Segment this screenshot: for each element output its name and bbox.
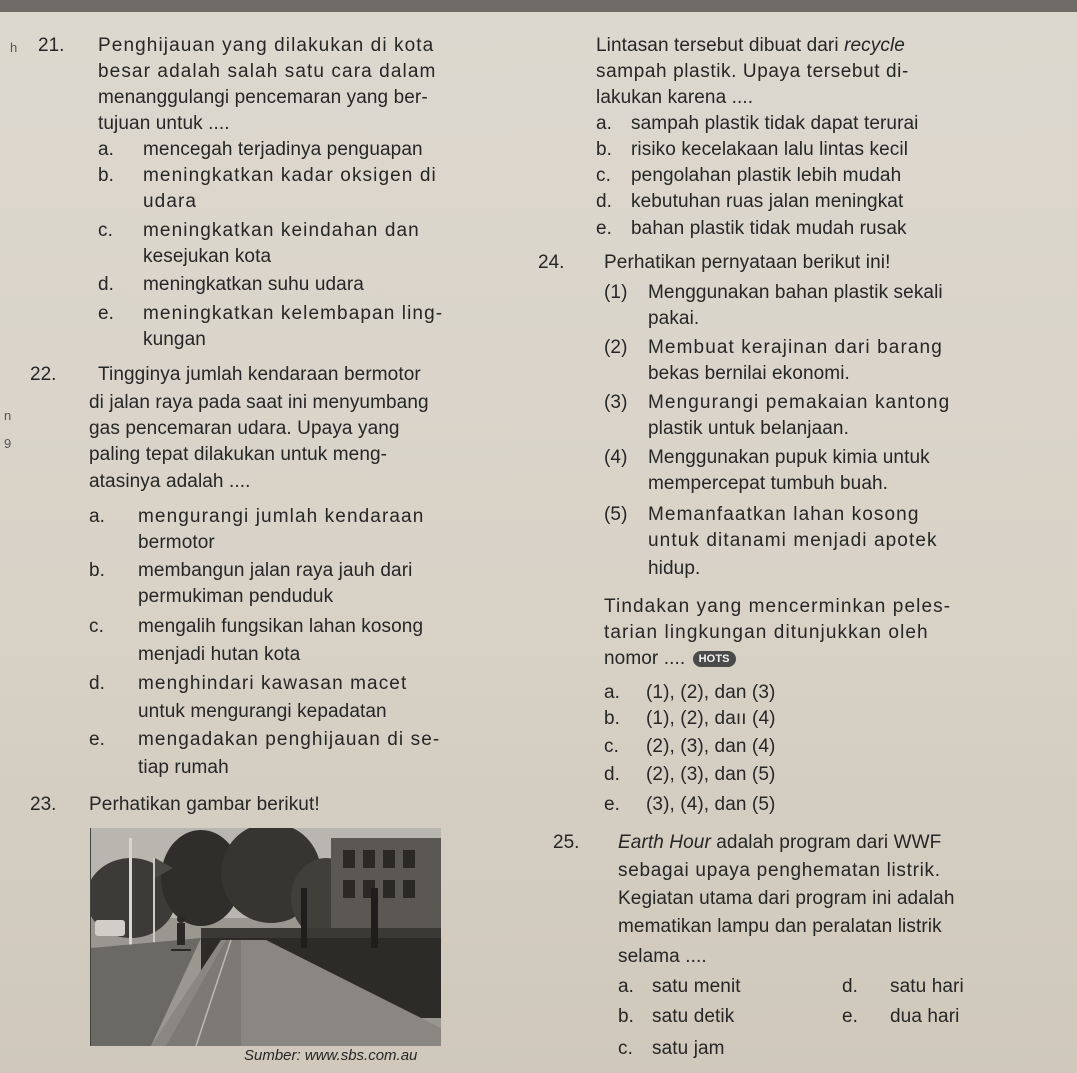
option-letter: c.	[618, 1038, 633, 1059]
option-letter: c.	[98, 220, 113, 241]
question-text-line: gas pencemaran udara. Upaya yang	[89, 418, 400, 439]
option-letter: e.	[604, 794, 621, 815]
question-number: 21.	[38, 35, 65, 56]
option-letter: b.	[98, 165, 115, 186]
question-text-line: tujuan untuk ....	[98, 113, 230, 134]
option-text: (2), (3), dan (4)	[646, 736, 776, 757]
option-letter: d.	[842, 976, 859, 997]
statement-text: Memanfaatkan lahan kosong	[648, 504, 920, 525]
question-text-line: sebagai upaya penghematan listrik.	[618, 860, 941, 881]
statement-text: Menggunakan pupuk kimia untuk	[648, 447, 930, 468]
option-text: menjadi hutan kota	[138, 644, 301, 665]
option-text: mengurangi jumlah kendaraan	[138, 506, 425, 527]
question-text-italic: Earth Hour	[618, 832, 711, 853]
question-text-line: paling tepat dilakukan untuk meng-	[89, 444, 388, 465]
option-text: mengadakan penghijauan di se-	[138, 729, 441, 750]
option-text: membangun jalan raya jauh dari	[138, 560, 413, 581]
option-letter: a.	[618, 976, 635, 997]
option-text: mengalih fungsikan lahan kosong	[138, 616, 424, 637]
statement-text: plastik untuk belanjaan.	[648, 418, 849, 439]
option-text: permukiman penduduk	[138, 586, 334, 607]
option-letter: c.	[89, 616, 104, 637]
option-letter: a.	[596, 113, 613, 134]
option-text: satu menit	[652, 976, 741, 997]
option-letter: a.	[604, 682, 621, 703]
option-text: (1), (2), dan (3)	[646, 682, 776, 703]
option-text: kebutuhan ruas jalan meningkat	[631, 191, 904, 212]
question-text-line: menanggulangi pencemaran yang ber-	[98, 87, 428, 108]
option-text: udara	[143, 191, 198, 212]
statement-number: (4)	[604, 447, 628, 468]
option-letter: e.	[89, 729, 106, 750]
option-letter: b.	[604, 708, 621, 729]
question-text-line: mematikan lampu dan peralatan listrik	[618, 916, 942, 937]
option-letter: c.	[596, 165, 611, 186]
option-letter: d.	[89, 673, 106, 694]
option-letter: c.	[604, 736, 619, 757]
option-text: pengolahan plastik lebih mudah	[631, 165, 902, 186]
question-text-line: Tingginya jumlah kendaraan bermotor	[98, 364, 421, 385]
question-text-line: atasinya adalah ....	[89, 471, 251, 492]
option-letter: d.	[604, 764, 621, 785]
option-text: dua hari	[890, 1006, 960, 1027]
option-letter: b.	[89, 560, 106, 581]
question-text-line: besar adalah salah satu cara dalam	[98, 61, 437, 82]
option-text: menghindari kawasan macet	[138, 673, 408, 694]
question-number: 24.	[538, 252, 565, 273]
question-text-line: Penghijauan yang dilakukan di kota	[98, 35, 435, 56]
option-letter: e.	[596, 218, 613, 239]
option-text: meningkatkan suhu udara	[143, 274, 364, 295]
margin-mark: 9	[4, 436, 12, 451]
hots-badge: HOTS	[693, 651, 736, 667]
question-stem-text: nomor ....	[604, 648, 686, 669]
margin-mark: h	[10, 40, 18, 55]
statement-number: (3)	[604, 392, 628, 413]
statement-text: Mengurangi pemakaian kantong	[648, 392, 951, 413]
statement-text: Menggunakan bahan plastik sekali	[648, 282, 943, 303]
option-text: untuk mengurangi kepadatan	[138, 701, 387, 722]
question-stem-line: tarian lingkungan ditunjukkan oleh	[604, 622, 929, 643]
question-text-italic: recycle	[844, 35, 905, 56]
statement-number: (2)	[604, 337, 628, 358]
top-dark-strip	[0, 0, 1077, 12]
question-text-line: sampah plastik. Upaya tersebut di-	[596, 61, 909, 82]
option-text: satu detik	[652, 1006, 735, 1027]
option-text: mencegah terjadinya penguapan	[143, 139, 423, 160]
statement-number: (5)	[604, 504, 628, 525]
statement-text: pakai.	[648, 308, 700, 329]
question-number: 25.	[553, 832, 580, 853]
option-text: (3), (4), dan (5)	[646, 794, 776, 815]
option-letter: d.	[98, 274, 115, 295]
question-number: 23.	[30, 794, 57, 815]
question-text-line: lakukan karena ....	[596, 87, 754, 108]
question-number: 22.	[30, 364, 57, 385]
question-text-line: di jalan raya pada saat ini menyumbang	[89, 392, 429, 413]
question-intro: Perhatikan pernyataan berikut ini!	[604, 252, 891, 273]
option-letter: b.	[596, 139, 613, 160]
option-text: kesejukan kota	[143, 246, 272, 267]
option-text: (1), (2), daıı (4)	[646, 708, 776, 729]
option-text: bahan plastik tidak mudah rusak	[631, 218, 907, 239]
question-intro: Perhatikan gambar berikut!	[89, 794, 320, 815]
option-text: kungan	[143, 329, 206, 350]
bike-path-photo	[90, 828, 441, 1046]
option-letter: a.	[98, 139, 115, 160]
question-text-line	[596, 33, 905, 59]
statement-text: Membuat kerajinan dari barang	[648, 337, 943, 358]
option-text: bermotor	[138, 532, 215, 553]
option-letter: b.	[618, 1006, 635, 1027]
option-text: sampah plastik tidak dapat terurai	[631, 113, 919, 134]
question-text-line: Kegiatan utama dari program ini adalah	[618, 888, 955, 909]
option-text: meningkatkan kelembapan ling-	[143, 303, 444, 324]
margin-mark: n	[4, 408, 12, 423]
option-text: (2), (3), dan (5)	[646, 764, 776, 785]
option-letter: d.	[596, 191, 613, 212]
option-letter: e.	[98, 303, 115, 324]
question-stem-line: Tindakan yang mencerminkan peles-	[604, 596, 952, 617]
question-text-line: selama ....	[618, 946, 707, 967]
statement-number: (1)	[604, 282, 628, 303]
option-text: risiko kecelakaan lalu lintas kecil	[631, 139, 909, 160]
option-letter: e.	[842, 1006, 859, 1027]
question-stem-line	[604, 646, 736, 672]
option-text: meningkatkan kadar oksigen di	[143, 165, 437, 186]
question-text-line	[618, 830, 941, 856]
photo-caption: Sumber: www.sbs.com.au	[244, 1047, 418, 1064]
statement-text: hidup.	[648, 558, 701, 579]
photo-illustration	[91, 828, 441, 1046]
question-text-part: Lintasan tersebut dibuat dari	[596, 35, 839, 56]
option-text: satu jam	[652, 1038, 725, 1059]
statement-text: mempercepat tumbuh buah.	[648, 473, 889, 494]
statement-text: untuk ditanami menjadi apotek	[648, 530, 938, 551]
option-text: tiap rumah	[138, 757, 229, 778]
question-text-part: adalah program dari WWF	[716, 832, 942, 853]
option-letter: a.	[89, 506, 106, 527]
statement-text: bekas bernilai ekonomi.	[648, 363, 850, 384]
option-text: satu hari	[890, 976, 964, 997]
option-text: meningkatkan keindahan dan	[143, 220, 420, 241]
